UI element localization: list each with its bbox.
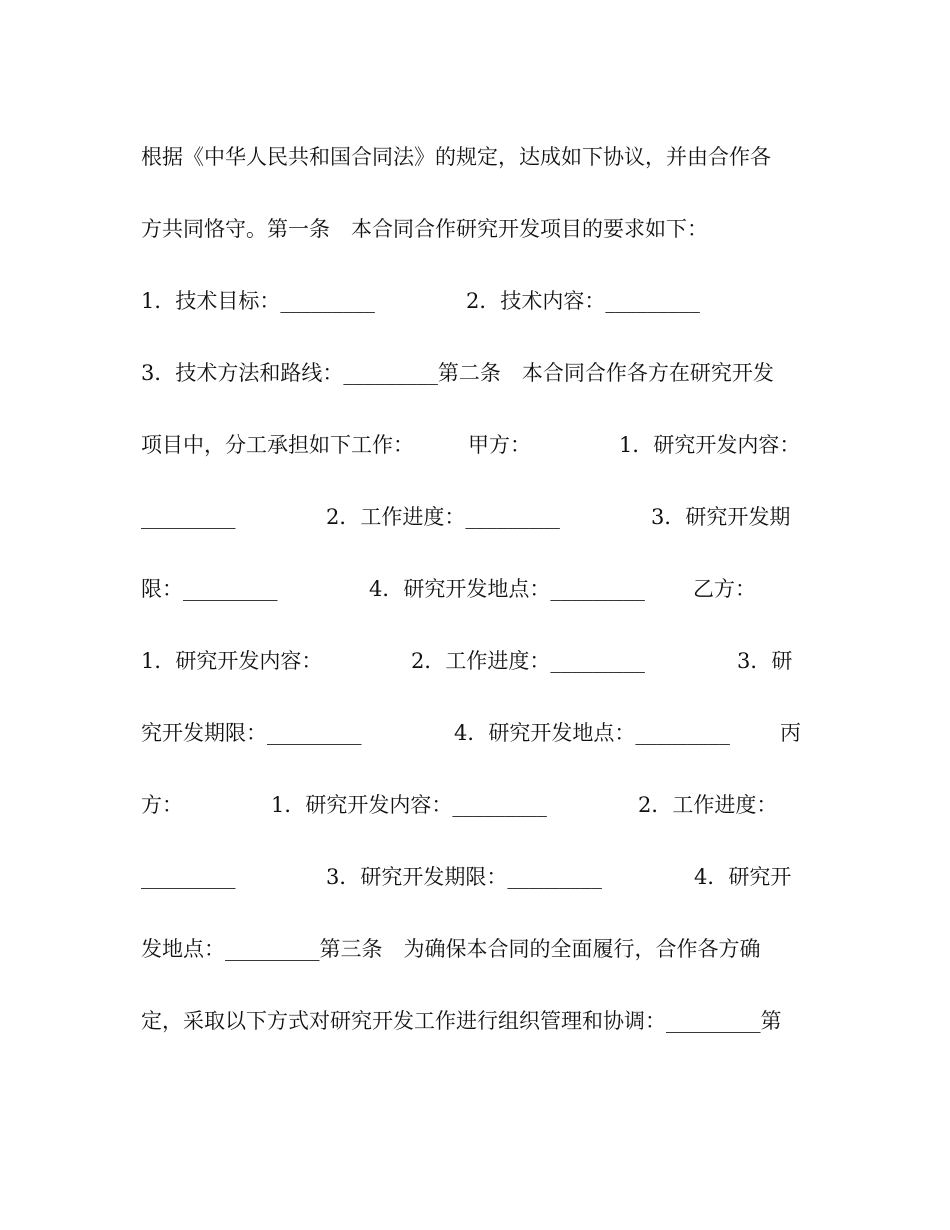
text-segment: 根据《中华人民共和国合同法》的规定，达成如下协议，并由合作各 bbox=[141, 145, 771, 169]
text-segment: 2．工作进度：_________ bbox=[326, 505, 560, 529]
text-segment: 限：_________ bbox=[141, 577, 278, 601]
paragraph-line-7 bbox=[141, 569, 821, 609]
text-segment: 方： bbox=[141, 793, 183, 817]
text-segment: 甲方： bbox=[468, 433, 531, 457]
text-segment: 2．工作进度：_________ bbox=[411, 649, 645, 673]
text-segment: 发地点：_________第三条 为确保本合同的全面履行，合作各方确 bbox=[141, 937, 761, 961]
paragraph-line-11 bbox=[141, 857, 821, 897]
paragraph-line-9 bbox=[141, 713, 821, 753]
paragraph-line-5 bbox=[141, 425, 821, 465]
text-segment: 丙 bbox=[780, 721, 801, 745]
text-segment: 4．研究开发地点：_________ bbox=[369, 577, 645, 601]
text-segment: _________ bbox=[141, 505, 236, 529]
paragraph-line-12 bbox=[141, 929, 821, 969]
text-segment: 究开发期限：_________ bbox=[141, 721, 362, 745]
text-segment: 定，采取以下方式对研究开发工作进行组织管理和协调：_________第 bbox=[141, 1009, 782, 1033]
text-segment: 3．技术方法和路线：_________第二条 本合同合作各方在研究开发 bbox=[141, 361, 774, 385]
text-segment: 3．研 bbox=[737, 649, 793, 673]
paragraph-line-4 bbox=[141, 353, 821, 393]
text-segment: 1．研究开发内容：_________ bbox=[271, 793, 547, 817]
text-segment: 2．技术内容：_________ bbox=[466, 289, 700, 313]
text-segment: 2．工作进度： bbox=[638, 793, 778, 817]
text-segment: 乙方： bbox=[693, 577, 756, 601]
paragraph-line-6 bbox=[141, 497, 821, 537]
text-segment: 4．研究开 bbox=[694, 865, 792, 889]
paragraph-line-10 bbox=[141, 785, 821, 825]
text-segment: 1．研究开发内容： bbox=[619, 433, 801, 457]
paragraph-line-1 bbox=[141, 137, 821, 177]
paragraph-line-3 bbox=[141, 281, 821, 321]
text-segment: 1．研究开发内容： bbox=[141, 649, 323, 673]
paragraph-line-2 bbox=[141, 209, 821, 249]
text-segment: 4．研究开发地点：_________ bbox=[454, 721, 730, 745]
text-segment: 3．研究开发期限：_________ bbox=[326, 865, 602, 889]
paragraph-line-8 bbox=[141, 641, 821, 681]
text-segment: _________ bbox=[141, 865, 236, 889]
text-segment: 项目中，分工承担如下工作： bbox=[141, 433, 414, 457]
text-segment: 1．技术目标：_________ bbox=[141, 289, 375, 313]
paragraph-line-13 bbox=[141, 1001, 821, 1041]
text-segment: 3．研究开发期 bbox=[651, 505, 791, 529]
text-segment: 方共同恪守。第一条 本合同合作研究开发项目的要求如下： bbox=[141, 217, 708, 241]
